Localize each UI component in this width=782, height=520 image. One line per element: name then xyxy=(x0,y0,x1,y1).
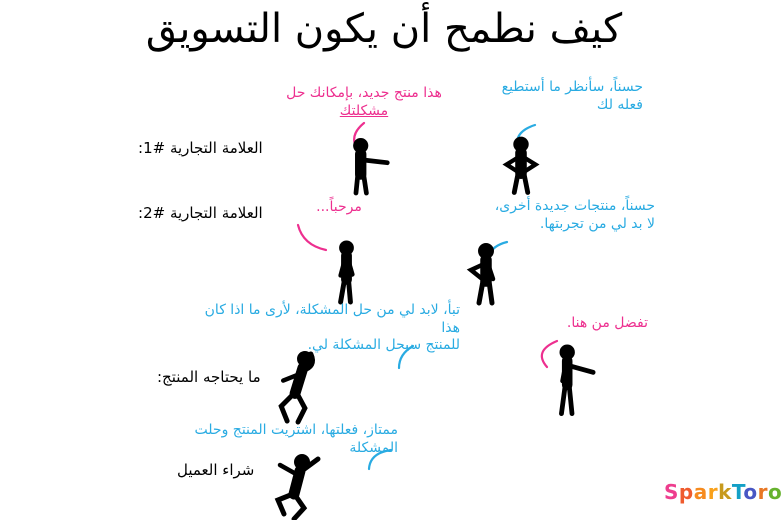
sparktoro-logo: SparkToro xyxy=(664,480,782,504)
stick-figure-customer1-icon xyxy=(494,135,548,196)
customer-purchase-label: شراء العميل xyxy=(177,461,255,479)
customer2-speech xyxy=(445,198,655,233)
brand1-speech xyxy=(263,85,465,120)
customer3-speech-line2: للمنتج سيحل المشكلة لي. xyxy=(307,337,460,353)
customer3-speech-line1: تبأ، لابد لي من حل المشكلة، لأرى ما اذا كان هذا xyxy=(204,302,460,336)
customer4-speech-line2: المشكلة xyxy=(349,439,398,456)
customer3-speech xyxy=(197,302,460,355)
customer4-speech-line1: ممتاز، فعلتها، اشتريت المنتج وحلت xyxy=(194,422,398,438)
stick-figure-customer4-icon xyxy=(262,452,332,520)
customer1-speech-line1: حسناً، سأنظر ما أستطيع xyxy=(501,79,643,95)
stick-figure-brand1-icon xyxy=(337,137,392,196)
stick-figure-brand2-icon xyxy=(327,240,366,305)
customer2-speech-line2: لا بد لي من تجربتها. xyxy=(539,215,655,232)
stick-figure-brand3-icon xyxy=(548,343,596,419)
customer1-speech-line2: فعله لك xyxy=(596,96,643,113)
speech-tail-blue-3-icon xyxy=(395,344,417,370)
customer2-speech-line1: حسناً، منتجات جديدة أخرى، xyxy=(494,198,655,214)
page-title: كيف نطمح أن يكون التسويق xyxy=(145,6,623,52)
brand3-speech: تفضل من هنا. xyxy=(566,315,648,331)
speech-tail-pink-2-icon xyxy=(295,223,329,253)
product-needs-label: ما يحتاجه المنتج: xyxy=(157,368,261,386)
brand1-speech-line1: هذا منتج جديد، بإمكانك حل xyxy=(286,85,442,101)
brand2-label: العلامة التجارية #2: xyxy=(138,204,263,222)
speech-tail-blue-4-icon xyxy=(364,449,394,471)
brand1-label: العلامة التجارية #1: xyxy=(138,139,263,157)
customer1-speech xyxy=(485,79,643,114)
brand2-speech: مرحباً... xyxy=(316,199,362,215)
stick-figure-customer2-icon xyxy=(458,243,508,305)
stick-figure-customer3-icon xyxy=(266,348,332,425)
brand1-speech-line2: مشكلتك xyxy=(339,102,389,119)
